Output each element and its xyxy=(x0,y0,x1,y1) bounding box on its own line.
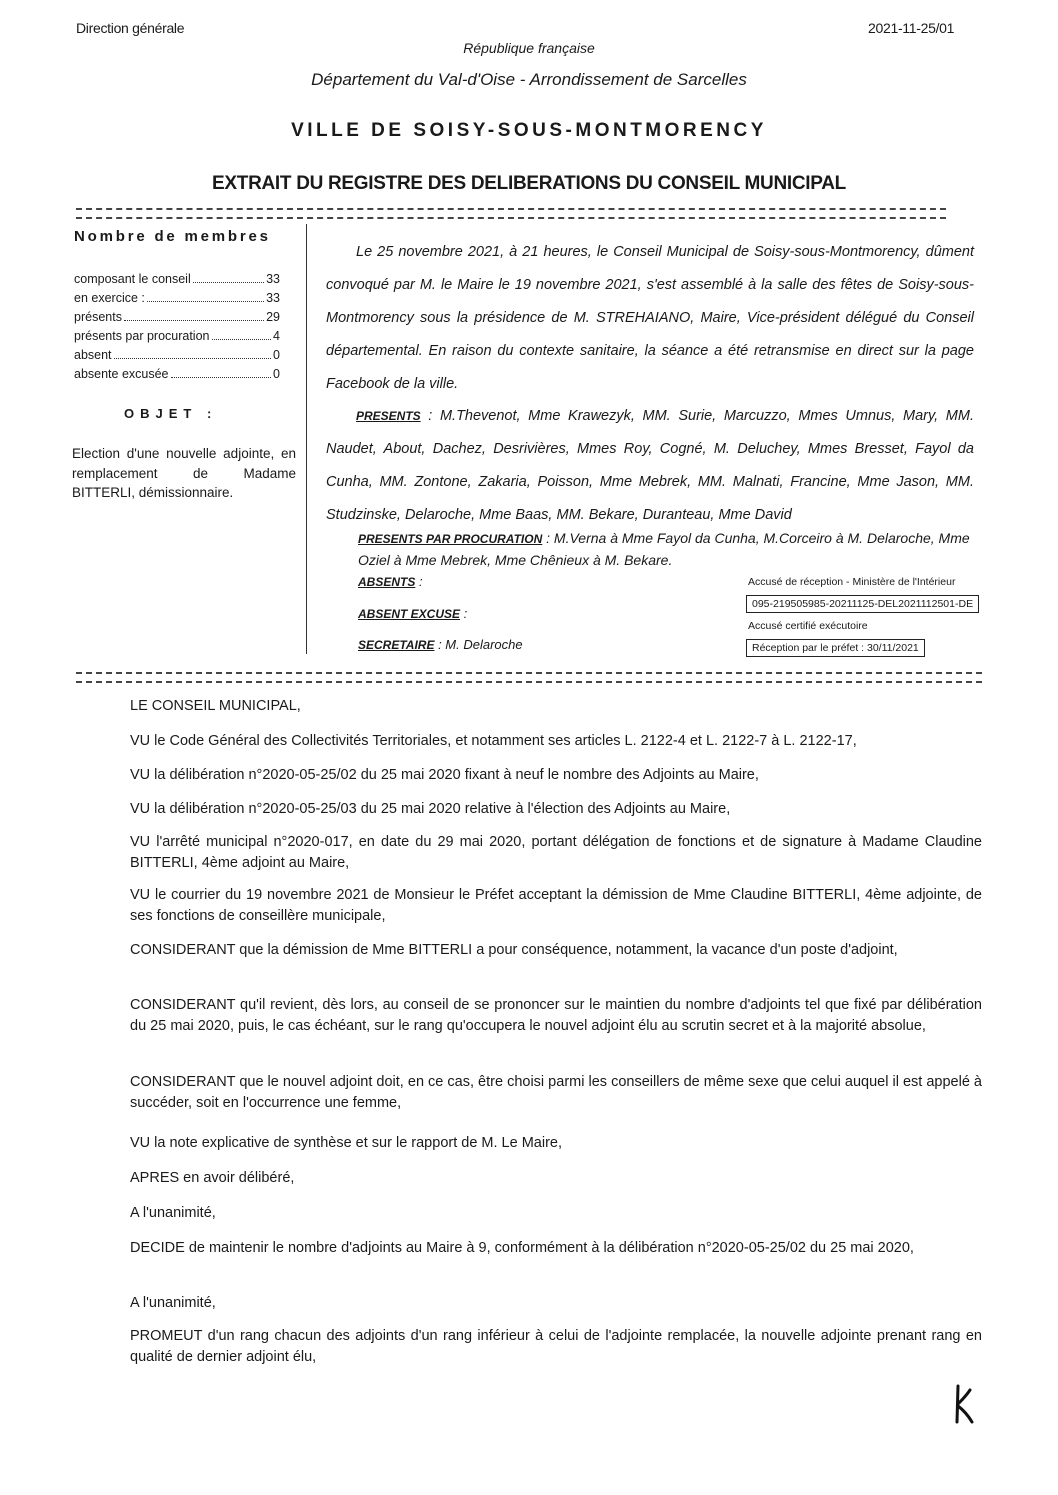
deliberation-paragraph xyxy=(130,1293,982,1314)
members-row-value: 0 xyxy=(273,367,280,381)
separator-middle xyxy=(76,672,982,683)
document-title: EXTRAIT DU REGISTRE DES DELIBERATIONS DU CONSEIL MUNICIPAL xyxy=(212,173,846,194)
excuse-line xyxy=(358,606,467,621)
members-row xyxy=(74,291,280,305)
members-row xyxy=(74,348,280,362)
deliberation-paragraph xyxy=(130,1238,982,1259)
deliberation-paragraph xyxy=(130,731,982,752)
secretaire-line xyxy=(358,637,523,652)
deliberation-paragraph xyxy=(130,1168,982,1189)
stamp-receipt-id: 095-219505985-20211125-DEL2021112501-DE xyxy=(746,595,979,613)
members-row xyxy=(74,272,280,286)
deliberation-text: APRES en avoir délibéré, xyxy=(130,1170,295,1186)
deliberation-text: CONSIDERANT que le nouvel adjoint doit, en ce cas, être choisi parmi les conseillers de même sexe que celui auquel il est appelé à succéder, soit en l'occurrence une femme, xyxy=(130,1074,982,1111)
deliberation-paragraph xyxy=(130,1072,982,1114)
procuration-block xyxy=(358,528,988,571)
deliberation-text: PROMEUT d'un rang chacun des adjoints d'un rang inférieur à celui de l'adjointe remplacée, la nouvelle adjointe prenant rang en qualité de dernier adjoint élu, xyxy=(130,1328,982,1365)
dotted-leader xyxy=(114,358,272,359)
dotted-leader xyxy=(193,282,264,283)
deliberation-text: CONSIDERANT que la démission de Mme BITTERLI a pour conséquence, notamment, la vacance d'un poste d'adjoint, xyxy=(130,942,898,958)
deliberation-paragraph xyxy=(130,1133,982,1154)
deliberation-paragraph xyxy=(130,799,982,820)
stamp-receipt-label: Accusé de réception - Ministère de l'Intérieur xyxy=(748,576,956,588)
members-row-label: absent xyxy=(74,348,112,362)
department-label: Département du Val-d'Oise - Arrondissement de Sarcelles xyxy=(311,70,747,89)
members-row xyxy=(74,310,280,324)
absents-line xyxy=(358,574,423,589)
members-row-label: en exercice : xyxy=(74,291,145,305)
presents-list: : M.Thevenot, Mme Krawezyk, MM. Surie, Marcuzzo, Mmes Umnus, Mary, MM. Naudet, About, Dachez, Desrivières, Mmes Roy, Cogné, M. Deluchey, Mmes Bresset, Fayol da Cunha, MM. Zontone, Zakaria, Poisson, Mme Mebrek, MM. Malnati, Francine, Mme Jason, MM. Studzinske, Delaroche, Mme Baas, MM. Bekare, Duranteau, Mme David xyxy=(326,408,974,523)
objet-text: Election d'une nouvelle adjointe, en remplacement de Madame BITTERLI, démissionnaire. xyxy=(72,446,296,500)
session-intro-text: Le 25 novembre 2021, à 21 heures, le Conseil Municipal de Soisy-sous-Montmorency, dûment convoqué par M. le Maire le 19 novembre 2021, s'est assemblé à la salle des fêtes de Soisy-sous-Montmorency sous la présidence de M. STREHAIANO, Maire, Vice-président délégué du Conseil départemental. En raison du contexte sanitaire, la séance a été retransmise en direct sur la page Facebook de la ville. xyxy=(326,244,974,392)
excuse-label: ABSENT EXCUSE xyxy=(358,607,461,621)
deliberation-text: A l'unanimité, xyxy=(130,1295,216,1311)
republic-label: République française xyxy=(463,40,595,56)
secretaire-label: SECRETAIRE xyxy=(358,638,435,652)
dotted-leader xyxy=(171,377,272,378)
separator-top xyxy=(76,208,946,219)
members-row-value: 0 xyxy=(273,348,280,362)
deliberation-text: VU la délibération n°2020-05-25/03 du 25 mai 2020 relative à l'élection des Adjoints au Maire, xyxy=(130,801,731,817)
deliberation-paragraph xyxy=(130,765,982,786)
deliberation-paragraph xyxy=(130,940,982,961)
deliberation-paragraph xyxy=(130,696,982,717)
members-row-label: présents xyxy=(74,310,122,324)
deliberation-text: LE CONSEIL MUNICIPAL, xyxy=(130,698,301,714)
presents-label: PRESENTS xyxy=(356,409,421,423)
dotted-leader xyxy=(212,339,272,340)
deliberation-paragraph xyxy=(130,885,982,927)
members-row-label: composant le conseil xyxy=(74,272,191,286)
procuration-list: : M.Verna à Mme Fayol da Cunha, M.Corceiro à M. Delaroche, Mme Oziel à Mme Mebrek, Mme Chênieux à M. Bekare. xyxy=(358,530,970,568)
document-reference: 2021-11-25/01 xyxy=(868,20,955,36)
members-row-value: 29 xyxy=(266,310,280,324)
members-title: Nombre de membres xyxy=(74,228,271,245)
members-row xyxy=(74,329,280,343)
deliberation-paragraph xyxy=(130,1326,982,1368)
issuer-label: Direction générale xyxy=(76,20,185,36)
deliberation-paragraph xyxy=(130,1203,982,1224)
dotted-leader xyxy=(147,301,264,302)
deliberation-paragraph xyxy=(130,995,982,1037)
deliberation-text: A l'unanimité, xyxy=(130,1205,216,1221)
session-intro xyxy=(326,236,974,401)
objet-label: OBJET : xyxy=(124,406,218,421)
deliberation-text: VU la note explicative de synthèse et sur le rapport de M. Le Maire, xyxy=(130,1135,562,1151)
initials-signature-icon xyxy=(952,1382,980,1430)
members-row-label: absente excusée xyxy=(74,367,169,381)
absents-value: : xyxy=(415,574,423,589)
deliberation-paragraph xyxy=(130,832,982,874)
excuse-value: : xyxy=(460,606,468,621)
members-row-label: présents par procuration xyxy=(74,329,210,343)
deliberation-text: VU le Code Général des Collectivités Territoriales, et notamment ses articles L. 2122-4 et L. 2122-7 à L. 2122-17, xyxy=(130,733,857,749)
deliberation-text: CONSIDERANT qu'il revient, dès lors, au conseil de se prononcer sur le maintien du nombre d'adjoints tel que fixé par délibération du 25 mai 2020, puis, le cas échéant, sur le rang qu'occupera le nouvel adjoint élu au scrutin secret et à la majorité absolue, xyxy=(130,997,982,1034)
presents-block xyxy=(326,400,974,532)
deliberation-text: VU la délibération n°2020-05-25/02 du 25 mai 2020 fixant à neuf le nombre des Adjoints au Maire, xyxy=(130,767,759,783)
procuration-label: PRESENTS PAR PROCURATION xyxy=(358,532,543,546)
deliberation-text: VU le courrier du 19 novembre 2021 de Monsieur le Préfet acceptant la démission de Mme Claudine BITTERLI, 4ème adjointe, de ses fonctions de conseillère municipale, xyxy=(130,887,982,924)
dotted-leader xyxy=(124,320,264,321)
members-row-value: 4 xyxy=(273,329,280,343)
members-row xyxy=(74,367,280,381)
deliberation-text: DECIDE de maintenir le nombre d'adjoints au Maire à 9, conformément à la délibération n°2020-05-25/02 du 25 mai 2020, xyxy=(130,1240,914,1256)
members-row-value: 33 xyxy=(266,291,280,305)
stamp-reception-date: Réception par le préfet : 30/11/2021 xyxy=(746,639,925,657)
secretaire-value: : M. Delaroche xyxy=(434,637,523,652)
column-divider xyxy=(306,224,307,654)
members-row-value: 33 xyxy=(266,272,280,286)
stamp-executory-label: Accusé certifié exécutoire xyxy=(748,620,868,632)
deliberation-text: VU l'arrêté municipal n°2020-017, en date du 29 mai 2020, portant délégation de fonctions et de signature à Madame Claudine BITTERLI, 4ème adjoint au Maire, xyxy=(130,834,982,871)
city-title: VILLE DE SOISY-SOUS-MONTMORENCY xyxy=(291,120,767,141)
absents-label: ABSENTS xyxy=(358,575,416,589)
